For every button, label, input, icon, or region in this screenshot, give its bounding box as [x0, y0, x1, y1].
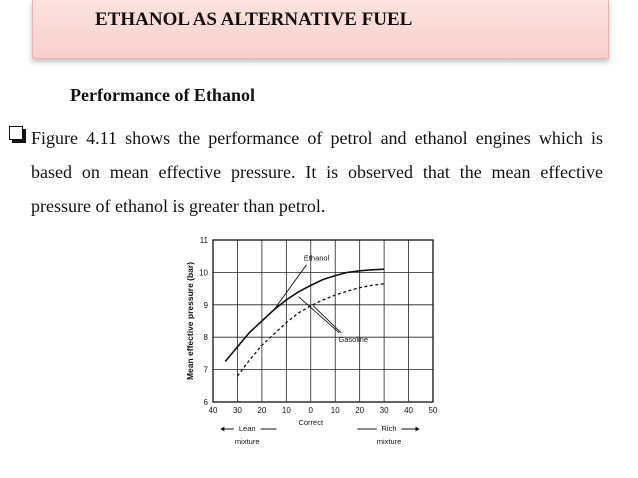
series-line-ethanol [225, 269, 384, 361]
y-tick-label: 9 [203, 300, 208, 310]
x-tick-label: 40 [404, 406, 414, 415]
x-tick-label: 30 [232, 406, 242, 415]
x-tick-label: 20 [355, 406, 365, 415]
ethanol-leader-line [274, 265, 306, 310]
y-tick-label: 10 [199, 268, 208, 278]
x-tick-label: 10 [281, 406, 291, 415]
title-box [32, 0, 609, 59]
slide-subtitle: Performance of Ethanol [70, 85, 255, 105]
rich-arrow-head [416, 427, 420, 432]
x-tick-label: 50 [428, 406, 438, 415]
rich-mixture-label: mixture [376, 437, 402, 446]
y-axis-label: Mean effective pressure (bar) [185, 261, 195, 381]
x-tick-label: 30 [379, 406, 389, 415]
mep-chart [180, 230, 452, 462]
gasoline-label: Gasoline [338, 334, 369, 344]
plot-frame [213, 240, 433, 402]
gasoline-leader-line-2 [313, 306, 341, 333]
ethanol-label: Ethanol [303, 253, 330, 263]
slide-title: ETHANOL AS ALTERNATIVE FUEL [95, 9, 413, 30]
x-tick-label: 40 [208, 406, 218, 415]
lean-mixture-label: mixture [234, 437, 260, 446]
lean-label: Lean [238, 424, 256, 433]
y-tick-label: 6 [203, 398, 208, 407]
y-tick-label: 8 [203, 333, 208, 343]
x-center-label: Correct [298, 418, 324, 427]
x-tick-label: 10 [330, 406, 340, 415]
square-bullet-icon [9, 126, 23, 140]
body-paragraph: Figure 4.11 shows the performance of petrol and ethanol engines which is based on mean effective pressure. It is observed that the mean effective pressure of ethanol is greater than petrol. [31, 128, 603, 216]
rich-label: Rich [381, 424, 397, 433]
x-tick-label: 0 [308, 406, 314, 415]
y-tick-label: 11 [199, 236, 208, 245]
y-tick-label: 7 [203, 365, 208, 375]
x-tick-label: 20 [257, 406, 267, 415]
lean-arrow-head [220, 427, 224, 432]
